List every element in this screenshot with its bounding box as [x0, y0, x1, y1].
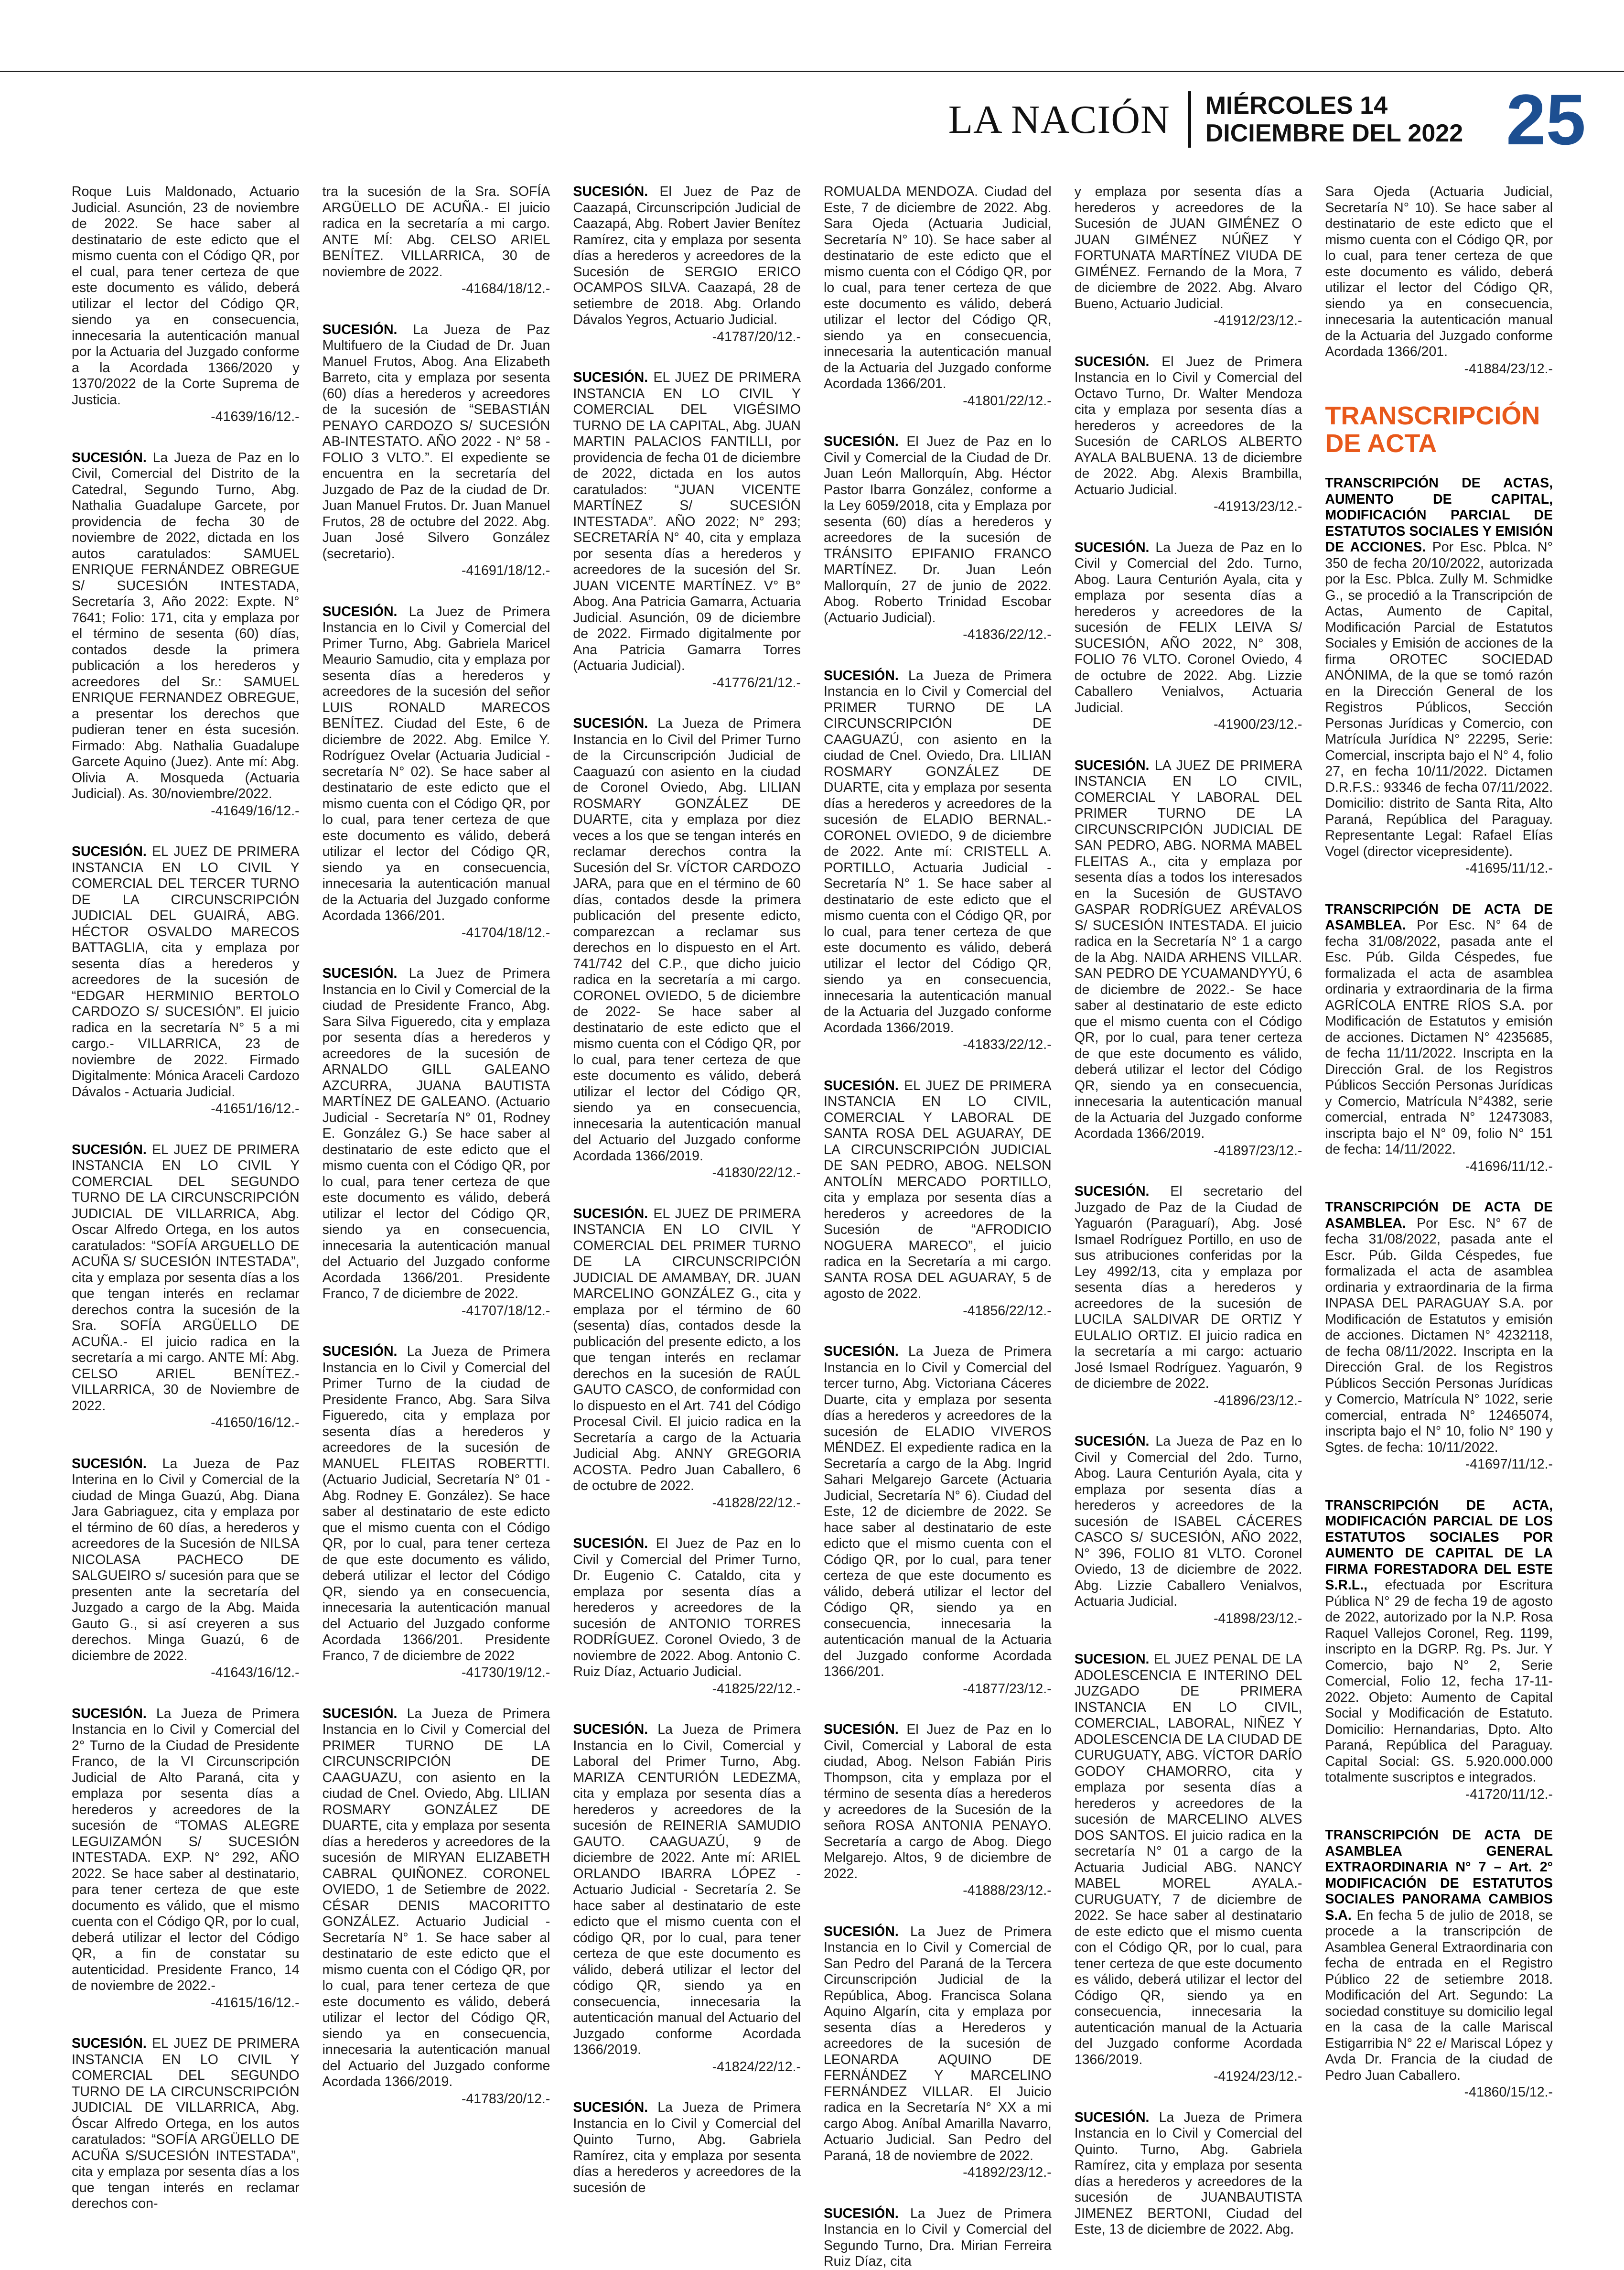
legal-notice: [72, 2036, 300, 2212]
notice-keyword: SUCESIÓN.: [1074, 1184, 1150, 1199]
legal-notice: [573, 2100, 801, 2196]
legal-notice: [824, 1722, 1052, 1899]
legal-notice: [323, 184, 550, 297]
notice-reference: -41776/21/12.-: [712, 675, 801, 691]
notice-body: Roque Luis Maldonado, Actuario Judicial. Asunción, 23 de noviembre de 2022. Se hace saber al destinatario de este edicto que el mismo cuenta con el Código QR, por el cual, para tener certeza de que este documento es válido, deberá utilizar el lector del Código QR, siendo ya en consecuencia, innecesaria la autenticación manual por la Actuaria del Juzgado conforme a la Acordada 1366/2020 y 1370/2022 de la Corte Suprema de Justicia.: [72, 184, 300, 408]
notice-keyword: SUCESIÓN.: [573, 2100, 648, 2115]
notice-keyword: SUCESIÓN.: [573, 370, 648, 385]
notice-body: EL JUEZ DE PRIMERA INSTANCIA EN LO CIVIL Y COMERCIAL DEL PRIMER TURNO DE LA CIRCUNSCRIPCIÓN JUDICIAL DE AMAMBAY, DR. JUAN MARCELINO GONZÁLEZ G., cita y emplaza por el término de 60 (sesenta) días, contados desde la publicación del presente edicto, a los que tengan interés en reclamar derechos en la sucesión de RAÚL GAUTO CASCO, de conformidad con lo dispuesto en el Art. 741 del Código Procesal Civil. El juicio radica en la Secretaría a cargo de la Actuaria Judicial Abg. ANNY GREGORIA ACOSTA. Pedro Juan Caballero, 6 de octubre de 2022.: [573, 1206, 801, 1493]
notice-reference: -41897/23/12.-: [1213, 1143, 1302, 1158]
legal-notice: [72, 844, 300, 1117]
notice-reference: -41639/16/12.-: [211, 409, 300, 424]
notice-reference: -41828/22/12.-: [712, 1495, 801, 1511]
column-5: [1074, 184, 1302, 2237]
legal-notice: [1075, 1652, 1302, 2085]
notice-keyword: SUCESIÓN.: [824, 1078, 899, 1093]
notice-body: El Juez de Primera Instancia en lo Civil y Comercial del Octavo Turno, Dr. Walter Mendoza cita y emplaza por sesenta días a herederos y acreedores de la Sucesión de CARLOS ALBERTO AYALA BALBUENA. 13 de diciembre de 2022. Abg. Alexis Brambilla, Actuario Judicial.: [1074, 354, 1302, 497]
notice-keyword: SUCESIÓN.: [573, 1536, 648, 1551]
notice-keyword: TRANSCRIPCIÓN DE ACTAS, AUMENTO DE CAPITAL, MODIFICACIÓN PARCIAL DE ESTATUTOS SOCIALES Y EMISIÓN DE ACCIONES.: [1325, 476, 1553, 555]
legal-notice: [824, 668, 1052, 1053]
notice-body: El Juez de Paz en lo Civil y Comercial de la Ciudad de Dr. Juan León Mallorquín, Abg. Héctor Pastor Ibarra González, conforme a la Ley 6059/2018, cita y Emplaza por sesenta (60) días a herederos y acreedores de la sucesión de TRÁNSITO EPIFANIO FRANCO MARTÍNEZ. Dr. Juan León Mallorquín, 27 de junio de 2022. Abog. Roberto Trinidad Escobar (Actuario Judicial).: [824, 434, 1052, 626]
notice-reference: -41704/18/12.-: [461, 925, 550, 940]
notice-body: EL JUEZ DE PRIMERA INSTANCIA EN LO CIVIL, COMERCIAL Y LABORAL DE SANTA ROSA DEL AGUARAY, DE LA CIRCUNSCRIPCIÓN JUDICIAL DE SAN PEDRO, ABOG. NELSON ANTOLÍN MERCADO PORTILLO, cita y emplaza por sesenta días a herederos y acreedores de la Sucesión de “AFRODICIO NOGUERA MARECO”, el juicio radica en la Secretaría a mi cargo. SANTA ROSA DEL AGUARAY, 5 de agosto de 2022.: [824, 1078, 1052, 1301]
notice-body: En fecha 5 de julio de 2018, se procede a la transcripción de Asamblea General Extraordinaria con fecha de entrada en el Registro Público 22 de setiembre 2018. Modificación del Art. Segundo: La sociedad constituye su domicilio legal en la casa de la calle Mariscal Estigarribia N° 22 e/ Mariscal López y Avda Dr. Francia de la ciudad de Pedro Juan Caballero.: [1325, 1907, 1553, 2083]
notice-reference: -41650/16/12.-: [211, 1415, 300, 1430]
legal-notice: [1325, 1498, 1553, 1803]
notice-keyword: SUCESIÓN.: [573, 1206, 648, 1221]
notice-reference: -41892/23/12.-: [963, 2165, 1052, 2180]
legal-notice: [72, 1706, 300, 2011]
legal-notice: [573, 184, 801, 345]
legal-notice: [1075, 758, 1302, 1159]
legal-notice: [1075, 184, 1302, 329]
notice-reference: -41720/11/12.-: [1465, 1786, 1553, 1802]
issue-month-year: DICIEMBRE DEL 2022: [1205, 119, 1463, 147]
notice-reference: -41696/11/12.-: [1465, 1158, 1553, 1174]
legal-notice: [323, 322, 550, 579]
notice-body: La Jueza de Paz Multifuero de la Ciudad de Dr. Juan Manuel Frutos, Abog. Ana Elizabeth Barreto, cita y emplaza por sesenta (60) días a herederos y acreedores de la sucesión de “SEBASTIÁN PENAYO CARDOZO S/ SUCESIÓN AB-INTESTATO. AÑO 2022 - N° 58 - FOLIO 3 VLTO.”. El expediente se encuentra en la secretaría del Juzgado de Paz de la ciudad de Dr. Juan Manuel Frutos. Dr. Juan Manuel Frutos, 28 de octubre del 2022. Abg. Juan José Silvero González (secretario).: [322, 322, 550, 562]
notice-reference: -41896/23/12.-: [1213, 1393, 1302, 1408]
legal-notice: [323, 966, 550, 1319]
notice-body: La Jueza de Primera Instancia en lo Civil y Comercial del PRIMER TURNO DE LA CIRCUNSCRIPCIÓN DE CAAGUAZU, con asiento en la ciudad de Cnel. Oviedo, Abg. LILIAN ROSMARY GONZÁLEZ DE DUARTE, cita y emplaza por sesenta días a herederos y acreedores de la sucesión de MIRYAN ELIZABETH CABRAL QUIÑONEZ. CORONEL OVIEDO, 1 de Setiembre de 2022. CÉSAR DENIS MACORITTO GONZÁLEZ. Actuario Judicial - Secretaría N° 1. Se hace saber al destinatario de este edicto que el mismo cuenta con el Código QR, por lo cual, para tener certeza de que este documento es válido, deberá utilizar el lector del Código QR, siendo ya en consecuencia, innecesaria la autenticación manual del Actuario del Juzgado conforme Acordada 1366/2019.: [322, 1706, 550, 2089]
notice-keyword: SUCESIÓN.: [322, 1706, 398, 1721]
notice-reference: -41912/23/12.-: [1213, 313, 1302, 328]
legal-notice: [573, 716, 801, 1181]
notice-keyword: SUCESIÓN.: [72, 2036, 147, 2051]
notice-reference: -41900/23/12.-: [1213, 717, 1302, 732]
notice-reference: -41651/16/12.-: [211, 1101, 300, 1116]
notice-body: La Jueza de Paz en lo Civil y Comercial del 2do. Turno, Abog. Laura Centurión Ayala, cita y emplaza por sesenta días a herederos y acreedores de la sucesión de FELIX LEIVA S/ SUCESIÓN, AÑO 2022, N° 308, FOLIO 76 VLTO. Coronel Oviedo, 4 de octubre de 2022. Abg. Lizzie Caballero Venialvos, Actuaria Judicial.: [1074, 540, 1302, 715]
legal-notice: [1075, 540, 1302, 733]
legal-notice: [72, 1142, 300, 1431]
legal-notice: [573, 1206, 801, 1512]
notice-reference: -41856/22/12.-: [963, 1303, 1052, 1319]
notice-reference: -41695/11/12.-: [1465, 861, 1553, 876]
notice-reference: -41643/16/12.-: [211, 1665, 300, 1680]
notice-keyword: SUCESIÓN.: [824, 1722, 899, 1737]
notice-reference: -41649/16/12.-: [211, 803, 300, 819]
column-3: [573, 184, 801, 2195]
legal-notice: [1075, 2110, 1302, 2238]
notice-reference: -41730/19/12.-: [461, 1665, 550, 1680]
notice-reference: -41824/22/12.-: [712, 2059, 801, 2075]
notice-reference: -41787/20/12.-: [712, 329, 801, 345]
legal-notice: [1075, 354, 1302, 515]
legal-notice: [1325, 902, 1553, 1175]
notice-keyword: SUCESIÓN.: [322, 322, 398, 337]
notice-body: La Jueza de Primera Instancia en lo Civil y Comercial del 2° Turno de la Ciudad de Presidente Franco, de la VI Circunscripción Judicial de Alto Paraná, cita y emplaza por sesenta días a herederos y acreedores de la sucesión de “TOMAS ALEGRE LEGUIZAMÓN S/ SUCESIÓN INTESTADA. EXP. N° 292, AÑO 2022. Se hace saber al destinatario, para tener certeza de que este documento es válido, que el mismo cuenta con el Código QR, por lo cual, deberá utilizar el lector del Código QR, a fin de constatar su autenticidad. Presidente Franco, 14 de noviembre de 2022.-: [72, 1706, 300, 1993]
notice-body: La Jueza de Paz en lo Civil, Comercial del Distrito de la Catedral, Segundo Turno, Abg. Nathalia Guadalupe Garcete, por providencia de fecha 30 de noviembre de 2022, dictada en los autos caratulados: SAMUEL ENRIQUE FERNÁNDEZ OBREGUE S/ SUCESIÓN INTESTADA, Secretaría 3, Año 2022: Expte. N° 7641; Folio: 171, cita y emplaza por el término de sesenta (60) días, contados desde la primera publicación a los herederos y acreedores del Sr.: SAMUEL ENRIQUE FERNANDEZ OBREGUE, a presentar los derechos que pudieran tener en ésta sucesión. Firmado: Abg. Nathalia Guadalupe Garcete Aquino (Juez). Ante mí: Abg. Olivia A. Mosqueda (Actuaria Judicial). As. 30/noviembre/2022.: [72, 450, 300, 801]
notice-body: La Jueza de Primera Instancia en lo Civil y Comercial del Quinto Turno, Abg. Gabriela Ramírez, cita y emplaza por sesenta días a herederos y acreedores de la sucesión de: [573, 2100, 801, 2195]
notice-reference: -41836/22/12.-: [963, 627, 1052, 642]
notice-body: ROMUALDA MENDOZA. Ciudad del Este, 7 de diciembre de 2022. Abg. Sara Ojeda (Actuaria Judicial, Secretaría N° 10). Se hace saber al destinatario de este edicto que el mismo cuenta con el Código QR, por lo cual, para tener certeza de que este documento es válido, deberá utilizar el lector del Código QR, siendo ya en consecuencia, innecesaria la autenticación manual de la Actuaria del Juzgado conforme Acordada 1366/201.: [824, 184, 1052, 391]
legal-notice: [824, 1924, 1052, 2181]
notice-reference: -41830/22/12.-: [712, 1165, 801, 1180]
legal-notice: [323, 1706, 550, 2108]
notice-body: Por Esc. N° 64 de fecha 31/08/2022, pasada ante el Esc. Púb. Gilda Céspedes, fue formalizada el acta de asamblea ordinaria y extraordinaria de la firma AGRÍCOLA ENTRE RÍOS S.A. por Modificación de Estatutos y emisión de acciones. Dictamen N° 4235685, de fecha 11/11/2022. Inscripta en la Dirección Gral. de los Registros Públicos Sección Personas Jurídicas y Comercio, Matrícula N°4382, serie comercial, entrada N° 12473083, inscripta bajo el N° 09, folio N° 151 de fecha: 14/11/2022.: [1325, 918, 1553, 1157]
notice-reference: -41913/23/12.-: [1213, 499, 1302, 514]
notice-body: EL JUEZ DE PRIMERA INSTANCIA EN LO CIVIL Y COMERCIAL DEL SEGUNDO TURNO DE LA CIRCUNSCRIPCIÓN JUDICIAL DE VILLARRICA, Abg. Oscar Alfredo Ortega, en los autos caratulados: “SOFÍA ARGUELLO DE ACUÑA S/ SUCESIÓN INTESTADA”, cita y emplaza por sesenta días a los que tengan interés en reclamar derechos contra la sucesión de la Sra. SOFÍA ARGÜELLO DE ACUÑA.- El juicio radica en la secretaría a mi cargo. ANTE MÍ: Abg. CELSO ARIEL BENÍTEZ.- VILLARRICA, 30 de Noviembre de 2022.: [72, 1142, 300, 1414]
notice-body: LA JUEZ DE PRIMERA INSTANCIA EN LO CIVIL, COMERCIAL Y LABORAL DEL PRIMER TURNO DE LA CIRCUNSCRIPCIÓN JUDICIAL DE SAN PEDRO, ABG. NORMA MABEL FLEITAS A., cita y emplaza por sesenta días a todos los interesados en la Sucesión de GUSTAVO GASPAR RODRÍGUEZ ARÉVALOS S/ SUCESIÓN INTESTADA. El juicio radica en la Secretaría N° 1 a cargo de la Abg. NAIDA ARHENS VILLAR. SAN PEDRO DE YCUAMANDYYÚ, 6 de diciembre de 2022.- Se hace saber al destinatario de este edicto que el mismo cuenta con el Código QR, por lo cual, para tener certeza de que este documento es válido, deberá utilizar el lector del Código QR, siendo ya en consecuencia, innecesaria la autenticación manual de la Actuaria del Juzgado conforme Acordada 1366/2019.: [1074, 757, 1302, 1141]
legal-notice: [824, 434, 1052, 643]
legal-notice: [573, 370, 801, 691]
classifieds-columns: [72, 184, 1553, 2269]
notice-keyword: TRANSCRIPCIÓN DE ACTA, MODIFICACIÓN PARCIAL DE LOS ESTATUTOS SOCIALES POR AUMENTO DE CAPITAL DE LA FIRMA FORESTADORA DEL ESTE S.R.L.,: [1325, 1497, 1553, 1593]
notice-keyword: SUCESIÓN.: [72, 1456, 147, 1471]
notice-reference: -41697/11/12.-: [1465, 1457, 1553, 1472]
column-2: [322, 184, 550, 2107]
notice-body: La Jueza de Paz en lo Civil y Comercial del 2do. Turno, Abog. Laura Centurión Ayala, cita y emplaza por sesenta días a herederos y acreedores de la sucesión de ISABEL CÁCERES CASCO S/ SUCESIÓN, AÑO 2022, N° 396, FOLIO 81 VLTO. Coronel Oviedo, 13 de diciembre de 2022. Abg. Lizzie Caballero Venialvos, Actuaria Judicial.: [1074, 1434, 1302, 1609]
notice-body: tra la sucesión de la Sra. SOFÍA ARGÜELLO DE ACUÑA.- El juicio radica en la secretaría a mi cargo. ANTE MÍ: Abg. CELSO ARIEL BENÍTEZ. VILLARRICA, 30 de noviembre de 2022.: [322, 184, 550, 280]
legal-notice: [1325, 1200, 1553, 1473]
issue-date: [1191, 92, 1506, 147]
legal-notice: [1325, 1827, 1553, 2101]
issue-day: MIÉRCOLES 14: [1205, 92, 1388, 119]
legal-notice: [824, 1344, 1052, 1697]
notice-body: La Jueza de Primera Instancia en lo Civil, Comercial y Laboral del Primer Turno, Abg. MARIZA CENTURIÓN LEDEZMA, cita y emplaza por sesenta días a herederos y acreedores de la sucesión de REINERIA SAMUDIO GAUTO. CAAGUAZÚ, 9 de diciembre de 2022. Ante mí: ARIEL ORLANDO IBARRA LÓPEZ - Actuario Judicial - Secretaría 2. Se hace saber al destinatario de este edicto que el mismo cuenta con el código QR, por lo cual, para tener certeza de que este documento es válido, deberá utilizar el lector del código QR, siendo ya en consecuencia, innecesaria la autenticación manual del Actuario del Juzgado conforme Acordada 1366/2019.: [573, 1722, 801, 2057]
notice-keyword: SUCESIÓN.: [824, 668, 899, 683]
notice-keyword: SUCESIÓN.: [573, 184, 648, 199]
notice-keyword: SUCESIÓN.: [72, 450, 147, 465]
notice-reference: -41801/22/12.-: [963, 393, 1052, 409]
column-6: [1325, 184, 1553, 2100]
notice-keyword: SUCESIÓN.: [824, 1344, 899, 1359]
notice-keyword: SUCESIÓN.: [573, 716, 648, 731]
notice-body: La Jueza de Primera Instancia en lo Civil y Comercial del tercer turno, Abg. Victoriana Cáceres Duarte, cita y emplaza por sesenta días a herederos y acreedores de la sucesión de ELADIO VIVEROS MÉNDEZ. El expediente radica en la Secretaría a cargo de la Abg. Ingrid Sahari Melgarejo Garcete (Actuaria Judicial, Secretaría N° 6). Ciudad del Este, 12 de diciembre de 2022. Se hace saber al destinatario de este edicto que el mismo cuenta con el Código QR, por lo cual, para tener certeza de que este documento es válido, deberá utilizar el lector del Código QR, siendo ya en consecuencia, innecesaria la autenticación manual de la Actuaria del Juzgado conforme Acordada 1366/201.: [824, 1344, 1052, 1679]
page-number: 25: [1506, 79, 1586, 160]
notice-body: La Juez de Primera Instancia en lo Civil y Comercial del Segundo Turno, Dra. Mirian Ferreira Ruiz Díaz, cita: [824, 2205, 1052, 2269]
notice-reference: -41691/18/12.-: [461, 563, 550, 578]
notice-reference: -41898/23/12.-: [1213, 1611, 1302, 1626]
legal-notice: [1325, 184, 1553, 377]
notice-body: La Jueza de Primera Instancia en lo Civil del Primer Turno de la Circunscripción Judicial de Caaguazú con asiento en la ciudad de Coronel Oviedo, Abg. LILIAN ROSMARY GONZÁLEZ DE DUARTE, cita y emplaza por diez veces a los que se tengan interés en reclamar derechos contra la Sucesión del Sr. VÍCTOR CARDOZO JARA, para que en el término de 60 días, contados desde la primera publicación del presente edicto, comparezcan a reclamar sus derechos en lo dispuesto en el Art. 741/742 del C.P., que dicho juicio radica en la secretaría a mi cargo. CORONEL OVIEDO, 5 de diciembre de 2022- Se hace saber al destinatario de este edicto que el mismo cuenta con el Código QR, por lo cual, para tener certeza de que este documento es válido, deberá utilizar el lector del Código QR, siendo ya en consecuencia, innecesaria la autenticación manual del Actuario del Juzgado conforme Acordada 1366/2019.: [573, 716, 801, 1164]
notice-body: El Juez de Paz en lo Civil y Comercial del Primer Turno, Dr. Eugenio C. Cataldo, cita y emplaza por sesenta días a herederos y acreedores de la sucesión de ANTONIO TORRES RODRÍGUEZ. Coronel Oviedo, 3 de noviembre de 2022. Abog. Antonio C. Ruiz Díaz, Actuario Judicial.: [573, 1536, 801, 1679]
notice-body: Por Esc. Pblca. N° 350 de fecha 20/10/2022, autorizada por la Esc. Pblca. Zully M. Schmidke G., se procedió a la Transcripción de Actas, Aumento de Capital, Modificación Parcial de Estatutos Sociales y Emisión de acciones de la firma OROTEC SOCIEDAD ANÓNIMA, de la que se tomó razón en la Dirección General de los Registros Públicos, Sección Personas Jurídicas y Comercio, con Matrícula Jurídica N° 22295, Serie: Comercial, inscripta bajo el N° 4, folio 27, en fecha 10/11/2022. Dictamen D.R.F.S.: 93346 de fecha 07/11/2022. Domicilio: distrito de Santa Rita, Alto Paraná, República del Paraguay. Representante Legal: Rafael Elías Vogel (director vicepresidente).: [1325, 540, 1553, 859]
notice-keyword: SUCESIÓN.: [573, 1722, 648, 1737]
notice-body: y emplaza por sesenta días a herederos y acreedores de la Sucesión de JUAN GIMÉNEZ O JUAN GIMÉNEZ NÚÑEZ Y FORTUNATA MARTÍNEZ VIUDA DE GIMÉNEZ. Fernando de la Mora, 7 de diciembre de 2022. Abg. Alvaro Bueno, Actuario Judicial.: [1074, 184, 1302, 312]
legal-notice: [1075, 1184, 1302, 1409]
notice-keyword: SUCESION.: [1074, 1652, 1150, 1667]
header-rule: [0, 71, 1624, 72]
legal-notice: [824, 1078, 1052, 1319]
notice-keyword: SUCESIÓN.: [824, 1924, 899, 1939]
notice-reference: -41860/15/12.-: [1464, 2085, 1553, 2100]
notice-body: El Juez de Paz de Caazapá, Circunscripción Judicial de Caazapá, Abg. Robert Javier Benítez Ramírez, cita y emplaza por sesenta días a herederos y acreedores de la Sucesión de SERGIO ERICO OCAMPOS SILVA. Caazapá, 28 de setiembre de 2018. Abg. Orlando Dávalos Yegros, Actuario Judicial.: [573, 184, 801, 327]
legal-notice: [573, 1722, 801, 2075]
notice-keyword: SUCESIÓN.: [1074, 1434, 1150, 1449]
notice-keyword: SUCESIÓN.: [1074, 354, 1150, 369]
notice-reference: -41884/23/12.-: [1464, 361, 1553, 377]
notice-reference: -41615/16/12.-: [211, 1995, 300, 2011]
legal-notice: [72, 450, 300, 820]
notice-keyword: TRANSCRIPCIÓN DE ACTA DE ASAMBLEA.: [1325, 901, 1553, 933]
notice-keyword: SUCESIÓN.: [1074, 2109, 1150, 2125]
notice-reference: -41783/20/12.-: [461, 2091, 550, 2107]
legal-notice: [323, 604, 550, 941]
notice-reference: -41825/22/12.-: [712, 1681, 801, 1697]
notice-body: El secretario del Juzgado de Paz de la Ciudad de Yaguarón (Paraguarí), Abg. José Ismael Rodríguez Portillo, en uso de sus atribuciones conferidas por la Ley 4992/13, cita y emplaza por sesenta días a herederos y acreedores de la sucesión de LUCILA SALDIVAR DE ORTIZ Y EULALIO ORTIZ. El juicio radica en la secretaría a mi cargo: actuario José Ismael Rodríguez. Yaguarón, 9 de diciembre de 2022.: [1074, 1184, 1302, 1391]
notice-keyword: SUCESIÓN.: [322, 1344, 398, 1359]
notice-keyword: SUCESIÓN.: [1074, 757, 1150, 773]
notice-reference: -41707/18/12.-: [461, 1303, 550, 1319]
masthead: [948, 79, 1586, 160]
notice-keyword: SUCESIÓN.: [72, 844, 147, 859]
legal-notice: [1325, 476, 1553, 877]
legal-notice: [824, 2206, 1052, 2270]
notice-keyword: SUCESIÓN.: [72, 1142, 147, 1157]
section-title: TRANSCRIPCIÓN DE ACTA: [1325, 401, 1540, 458]
notice-keyword: TRANSCRIPCIÓN DE ACTA DE ASAMBLEA.: [1325, 1200, 1553, 1231]
notice-body: La Jueza de Primera Instancia en lo Civil y Comercial del Quinto. Turno, Abg. Gabriela Ramírez, cita y emplaza por sesenta días a herederos y acreedores de la sucesión de JUANBAUTISTA JIMENEZ BERTONI, Ciudad del Este, 13 de diciembre de 2022. Abg.: [1074, 2109, 1302, 2237]
notice-keyword: SUCESIÓN.: [72, 1706, 147, 1721]
notice-keyword: SUCESIÓN.: [824, 2205, 899, 2221]
notice-body: La Jueza de Primera Instancia en lo Civil y Comercial del Primer Turno de la ciudad de Presidente Franco, Abg. Sara Silva Figueredo, cita y emplaza por sesenta días a herederos y acreedores de la sucesión de MANUEL FLEITAS ROBERTTI. (Actuario Judicial, Secretaría N° 01 - Abg. Rodney E. González). Se hace saber al destinatario de este edicto que el mismo cuenta con el Código QR, por lo cual, para tener certeza de que este documento es válido, deberá utilizar el lector del Código QR, siendo ya en consecuencia, innecesaria la autenticación manual del Actuario del Juzgado conforme Acordada 1366/201. Presidente Franco, 7 de diciembre de 2022: [322, 1344, 550, 1664]
notice-body: EL JUEZ DE PRIMERA INSTANCIA EN LO CIVIL Y COMERCIAL DEL VIGÉSIMO TURNO DE LA CAPITAL, Abg. JUAN MARTIN PALACIOS FANTILLI, por providencia de fecha 01 de diciembre de 2022, dictada en los autos caratulados: “JUAN VICENTE MARTÍNEZ S/ SUCESIÓN INTESTADA”. AÑO 2022; N° 293; SECRETARÍA N° 40, cita y emplaza por sesenta días a herederos y acreedores de la sucesión del Sr. JUAN VICENTE MARTÍNEZ. V° B° Abog. Ana Patricia Gamarra, Actuaria Judicial. Asunción, 09 de diciembre de 2022. Firmado digitalmente por Ana Patricia Gamarra Torres (Actuaria Judicial).: [573, 370, 801, 673]
column-1: [72, 184, 300, 2211]
notice-body: El Juez de Paz en lo Civil, Comercial y Laboral de esta ciudad, Abog. Nelson Fabián Piris Thompson, cita y emplaza por el término de sesenta días a herederos y acreedores de la Sucesión de la señora ROSA ANTONIA PENAYO. Secretaría a cargo de Abog. Diego Melgarejo. Altos, 9 de diciembre de 2022.: [824, 1722, 1052, 1881]
notice-body: La Juez de Primera Instancia en lo Civil y Comercial de San Pedro del Paraná de la Tercera Circunscripción Judicial de la República, Abog. Francisca Solana Aquino Algarín, cita y emplaza por sesenta días a Herederos y acreedores de la sucesión de LEONARDA AQUINO DE FERNÁNDEZ Y MARCELINO FERNÁNDEZ VILLAR. El Juicio radica en la Secretaría N° XX a mi cargo Abog. Aníbal Amarilla Navarro, Actuario Judicial. San Pedro del Paraná, 18 de noviembre de 2022.: [824, 1924, 1052, 2163]
notice-keyword: SUCESIÓN.: [322, 604, 398, 619]
notice-keyword: TRANSCRIPCIÓN DE ACTA DE ASAMBLEA GENERAL EXTRAORDINARIA N° 7 – Art. 2° MODIFICACIÓN DE ESTATUTOS SOCIALES PANORAMA CAMBIOS S.A.: [1325, 1827, 1553, 1923]
notice-reference: -41684/18/12.-: [461, 281, 550, 296]
notice-body: La Juez de Primera Instancia en lo Civil y Comercial de la ciudad de Presidente Franco, Abg. Sara Silva Figueredo, cita y emplaza por sesenta días a herederos y acreedores de la sucesión de ARNALDO GILL GALEANO AZCURRA, JUANA BAUTISTA MARTÍNEZ DE GALEANO. (Actuario Judicial - Secretaría N° 01, Rodney E. González G.) Se hace saber al destinatario de este edicto que el mismo cuenta con el Código QR, por lo cual, para tener certeza de que este documento es válido, deberá utilizar el lector del Código QR, siendo ya en consecuencia, innecesaria la autenticación manual del Actuario del Juzgado conforme Acordada 1366/201. Presidente Franco, 7 de diciembre de 2022.: [322, 966, 550, 1301]
legal-notice: [1075, 1434, 1302, 1627]
legal-notice: [72, 1456, 300, 1681]
notice-reference: -41924/23/12.-: [1213, 2069, 1302, 2084]
notice-body: efectuada por Escritura Pública N° 29 de fecha 19 de agosto de 2022, autorizado por la N.P. Rosa Raquel Vallejos Coronel, Reg. 1199, inscripto en la DGRP. Rg. Ps. Jur. Y Comercio, bajo N° 2, Serie Comercial, Folio 12, fecha 17-11-2022. Objeto: Aumento de Capital Social y Modificación de Estatuto. Domicilio: Hernandarias, Dpto. Alto Paraná, República del Paraguay. Capital Social: GS. 5.920.000.000 totalmente suscriptos e integrados.: [1325, 1578, 1553, 1785]
notice-keyword: SUCESIÓN.: [824, 434, 899, 449]
notice-body: EL JUEZ DE PRIMERA INSTANCIA EN LO CIVIL Y COMERCIAL DEL TERCER TURNO DE LA CIRCUNSCRIPCIÓN JUDICIAL DEL GUAIRÁ, ABG. HÉCTOR OSVALDO MARECOS BATTAGLIA, cita y emplaza por sesenta días a herederos y acreedores de la sucesión de “EDGAR HERMINIO BERTOLO CARDOZO S/ SUCESIÓN”. El juicio radica en la secretaría N° 5 a mi cargo.- VILLARRICA, 23 de noviembre de 2022. Firmado Digitalmente: Mónica Araceli Cardozo Dávalos - Actuaria Judicial.: [72, 844, 300, 1100]
legal-notice: [323, 1344, 550, 1681]
notice-body: EL JUEZ PENAL DE LA ADOLESCENCIA E INTERINO DEL JUZGADO DE PRIMERA INSTANCIA EN LO CIVIL, COMERCIAL, LABORAL, NIÑEZ Y ADOLESCENCIA DE LA CIUDAD DE CURUGUATY, ABG. VÍCTOR DARÍO GODOY CHAMORRO, cita y emplaza por sesenta días a herederos y acreedores de la sucesión de MARCELINO ALVES DOS SANTOS. El juicio radica en la secretaría N° 01 a cargo de la Actuaria Judicial ABG. NANCY MABEL MOREL AYALA.- CURUGUATY, 7 de diciembre de 2022. Se hace saber al destinatario de este edicto que el mismo cuenta con el Código QR, por lo cual, para tener certeza de que este documento es válido, deberá utilizar el lector del Código QR, siendo ya en consecuencia, innecesaria la autenticación manual de la Actuaria del Juzgado conforme Acordada 1366/2019.: [1074, 1652, 1302, 2067]
notice-body: La Juez de Primera Instancia en lo Civil y Comercial del Primer Turno, Abg. Gabriela Maricel Meaurio Samudio, cita y emplaza por sesenta días a herederos y acreedores de la sucesión del señor LUIS RONALD MARECOS BENÍTEZ. Ciudad del Este, 6 de diciembre de 2022. Abg. Emilce Y. Rodríguez Ovelar (Actuaria Judicial - secretaría N° 02). Se hace saber al destinatario de este edicto que el mismo cuenta con el Código QR, por lo cual, para tener certeza de que este documento es válido, deberá utilizar el lector del Código QR, siendo ya en consecuencia, innecesaria la autenticación manual de la Actuaria del Juzgado conforme Acordada 1366/201.: [322, 604, 550, 923]
notice-keyword: SUCESIÓN.: [322, 966, 398, 981]
notice-body: EL JUEZ DE PRIMERA INSTANCIA EN LO CIVIL Y COMERCIAL DEL SEGUNDO TURNO DE LA CIRCUNSCRIPCIÓN JUDICIAL DE VILLARRICA, Abg. Óscar Alfredo Ortega, en los autos caratulados: “SOFÍA ARGÜELLO DE ACUÑA S/SUCESIÓN INTESTADA”, cita y emplaza por sesenta días a los que tengan interés en reclamar derechos con-: [72, 2036, 300, 2211]
newspaper-logo: LA NACIÓN: [948, 97, 1170, 142]
legal-notice: [72, 184, 300, 425]
notice-reference: -41833/22/12.-: [963, 1037, 1052, 1052]
notice-keyword: SUCESIÓN.: [1074, 540, 1150, 555]
notice-body: La Jueza de Paz Interina en lo Civil y Comercial de la ciudad de Minga Guazú, Abg. Diana Jara Gabriaguez, cita y emplaza por el término de 60 días, a herederos y acreedores de la Sucesión de NILSA NICOLASA PACHECO DE SALGUEIRO s/ sucesión para que se presenten ante la secretaría del Juzgado a cargo de la Abg. Maida Gauto G., si así creyeren a sus derechos. Minga Guazú, 6 de diciembre de 2022.: [72, 1456, 300, 1664]
notice-reference: -41888/23/12.-: [963, 1883, 1052, 1898]
notice-body: Sara Ojeda (Actuaria Judicial, Secretaría N° 10). Se hace saber al destinatario de este edicto que el mismo cuenta con el Código QR, por lo cual, para tener certeza de que este documento es válido, deberá utilizar el lector del Código QR, siendo ya en consecuencia, innecesaria la autenticación manual de la Actuaria del Juzgado conforme Acordada 1366/201.: [1325, 184, 1553, 359]
notice-reference: -41877/23/12.-: [963, 1681, 1052, 1697]
column-4: [824, 184, 1052, 2269]
notice-body: Por Esc. N° 67 de fecha 31/08/2022, pasada ante el Escr. Púb. Gilda Céspedes, fue formalizada el acta de asamblea ordinaria y extraordinaria de la firma INPASA DEL PARAGUAY S.A. por Modificación de Estatutos y emisión de acciones. Dictamen N° 4232118, de fecha 08/11/2022. Inscripta en la Dirección Gral. de los Registros Públicos Sección Personas Jurídicas y Comercio, Matrícula N° 1022, serie comercial, entrada N° 12465074, inscripta bajo el N° 10, folio N° 190 y Sgtes. de fecha: 10/11/2022.: [1325, 1215, 1553, 1455]
legal-notice: [824, 184, 1052, 409]
notice-body: La Jueza de Primera Instancia en lo Civil y Comercial del PRIMER TURNO DE LA CIRCUNSCRIPCIÓN DE CAAGUAZÚ, con asiento en la ciudad de Cnel. Oviedo, Dra. LILIAN ROSMARY GONZÁLEZ DE DUARTE, cita y emplaza por sesenta días a herederos y acreedores de la sucesión de ELADIO BERNAL.- CORONEL OVIEDO, 9 de diciembre de 2022. Ante mí: CRISTELL A. PORTILLO, Actuaria Judicial - Secretaría N° 1. Se hace saber al destinatario de este edicto que el mismo cuenta con el Código QR, por lo cual, para tener certeza de que este documento es válido, deberá utilizar el lector del Código QR, siendo ya en consecuencia, innecesaria la autenticación manual de la Actuaria del Juzgado conforme Acordada 1366/2019.: [824, 668, 1052, 1036]
legal-notice: [573, 1536, 801, 1697]
